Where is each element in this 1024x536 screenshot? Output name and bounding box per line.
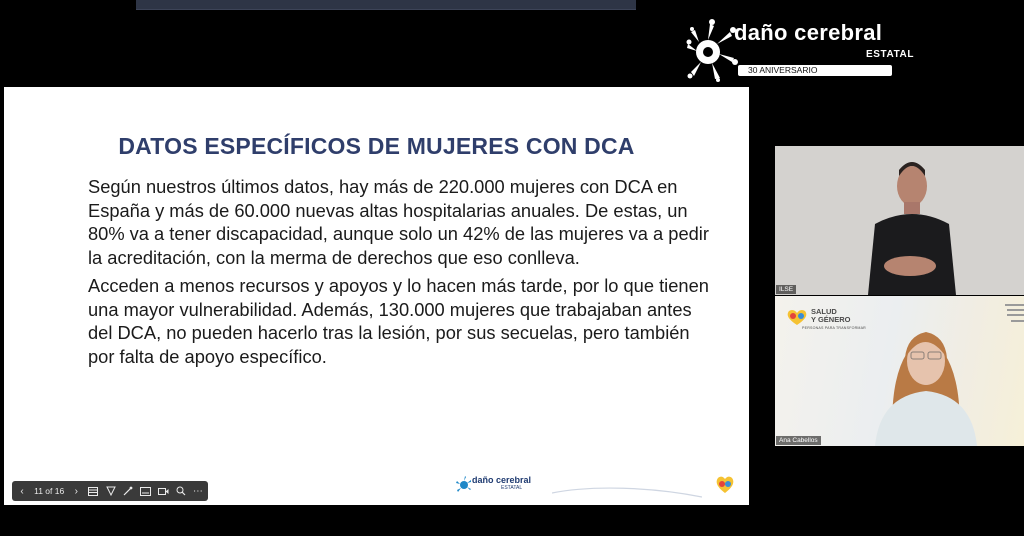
participant-label: Ana Cabellos <box>776 436 821 445</box>
footer-logo-name: daño cerebral <box>472 475 532 485</box>
participant-label: ILSE <box>776 285 796 294</box>
salud-heart-icon <box>785 308 809 326</box>
background-text-lines <box>1001 302 1024 332</box>
participant-video-speaker[interactable] <box>775 296 1024 446</box>
slide-title: DATOS ESPECÍFICOS DE MUJERES CON DCA <box>118 133 635 159</box>
background-text <box>1001 302 1024 334</box>
top-bar <box>136 0 636 10</box>
salud-title <box>811 308 850 324</box>
chevron-right-icon[interactable]: › <box>74 485 78 497</box>
salud-genero-logo <box>785 307 866 334</box>
brand-subtitle: ESTATAL <box>866 49 915 60</box>
footer-logo <box>456 473 546 497</box>
slide-paragraph: Acceden a menos recursos y apoyos y lo hacen más tarde, por lo que tienen una mayor vulnerabilidad. Además, 130.000 mujeres que trabajaban antes del DCA, no pueden hacerlo tras la lesión, por sus secuelas, pero también por falta de apoyo específico. <box>88 275 709 367</box>
slide-grid-icon[interactable] <box>88 484 98 498</box>
pen-icon[interactable] <box>105 484 115 498</box>
brand-anniversary: 30 ANIVERSARIO <box>738 65 892 76</box>
slide-paragraph: Según nuestros últimos datos, hay más de 220.000 mujeres con DCA en España y más de 60.000 nuevas altas hospitalarias anuales. De estas, un 80% va a tener discapacidad, aunque solo un 42% de las mujeres va a pedir la acreditación, con la merma de derechos que eso conlleva. <box>88 176 709 268</box>
brand-splash-icon <box>686 18 738 82</box>
presentation-slide <box>4 87 749 505</box>
slide-toolbar <box>12 481 208 501</box>
brand-logo <box>686 18 926 82</box>
footer-swoosh-decoration <box>552 485 702 499</box>
chevron-left-icon[interactable]: ‹ <box>20 485 24 497</box>
salud-line2: Y GÉNERO <box>811 315 851 324</box>
camera-icon[interactable] <box>158 484 169 498</box>
slide-counter: 11 of 16 <box>34 486 65 496</box>
salud-line1: SALUD <box>811 307 837 316</box>
salud-tagline: PERSONAS PARA TRANSFORMAR <box>802 326 866 330</box>
subtitles-icon[interactable] <box>140 484 151 498</box>
laser-icon[interactable] <box>123 484 133 498</box>
interpreter-figure <box>775 146 1024 295</box>
footer-logo-sub: ESTATAL <box>501 485 523 491</box>
more-icon[interactable]: ⋯ <box>192 485 203 497</box>
participant-video-interpreter[interactable] <box>775 146 1024 295</box>
footer-badge-icon <box>714 473 736 495</box>
slide-body <box>88 175 718 373</box>
footer-splash-icon <box>456 475 472 493</box>
brand-name: daño cerebral <box>734 20 883 45</box>
zoom-icon[interactable] <box>176 484 186 498</box>
